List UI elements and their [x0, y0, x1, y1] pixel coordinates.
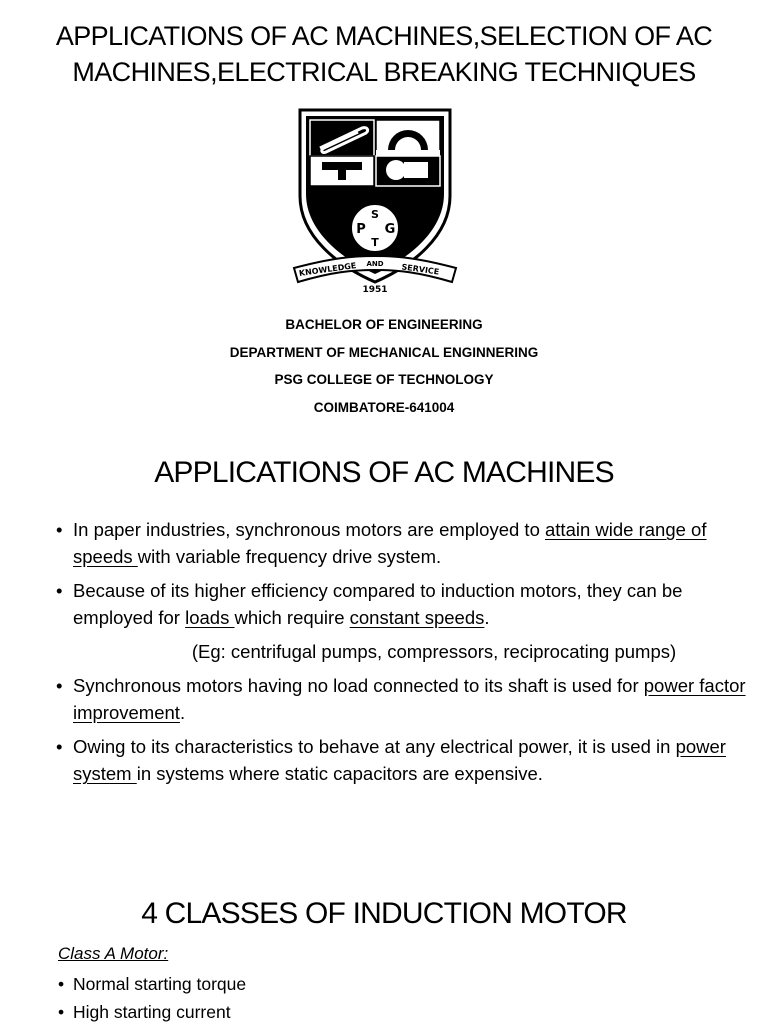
logo-letter-p: P [356, 222, 366, 237]
logo-letter-s: S [371, 208, 379, 221]
department-line: DEPARTMENT OF MECHANICAL ENGINNERING [229, 344, 539, 360]
college-logo [292, 106, 458, 298]
document-title [20, 18, 748, 90]
underlined-text: attain wide range of speeds [73, 519, 707, 567]
motto-middle: AND [366, 260, 384, 268]
motto-left: KNOWLEDGE [298, 261, 357, 279]
list-item: • In paper industries, synchronous motors are employed to attain wide range of speeds with variable frequency drive system. [56, 516, 752, 570]
list-item: • Normal starting torque [58, 970, 246, 998]
degree-line: BACHELOR OF ENGINEERING [285, 317, 483, 332]
college-info [0, 311, 768, 421]
section2-heading: 4 CLASSES OF INDUCTION MOTOR [141, 897, 627, 930]
list-item: • Because of its higher efficiency compared to induction motors, they can be employed for loads which require constant speeds. [56, 577, 752, 631]
logo-letter-g: G [384, 222, 396, 237]
logo-year: 1951 [362, 285, 388, 295]
class-a-label: Class A Motor: [58, 944, 169, 963]
underlined-text: power system [73, 736, 726, 784]
underlined-text: constant speeds [349, 607, 485, 628]
underlined-text: loads [185, 607, 235, 628]
list-item: • Owing to its characteristics to behave at any electrical power, it is used in power system in systems where static capacitors are expensive. [56, 733, 752, 787]
section1-heading: APPLICATIONS OF AC MACHINES [154, 456, 614, 489]
applications-list [56, 516, 752, 794]
class-a-list [58, 970, 246, 1026]
city-line: COIMBATORE-641004 [313, 399, 455, 415]
motto-right: SERVICE [400, 262, 440, 277]
logo-letter-t: T [371, 236, 379, 249]
examples-note: (Eg: centrifugal pumps, compressors, reciprocating pumps) [191, 641, 677, 662]
title-line-1: APPLICATIONS OF AC MACHINES,SELECTION OF AC [55, 21, 713, 51]
list-item: • High starting current [58, 998, 246, 1026]
underlined-text: power factor improvement [73, 675, 746, 723]
list-item: • Synchronous motors having no load connected to its shaft is used for power factor improvement. [56, 672, 752, 726]
college-name-line: PSG COLLEGE OF TECHNOLOGY [274, 372, 494, 387]
title-line-2: MACHINES,ELECTRICAL BREAKING TECHNIQUES [72, 57, 696, 87]
